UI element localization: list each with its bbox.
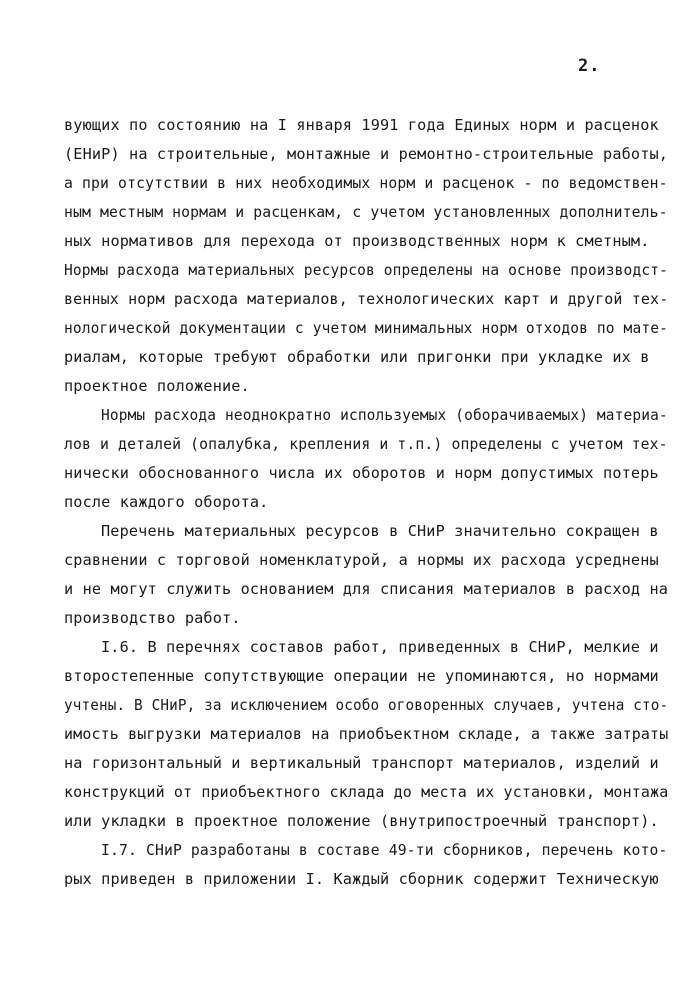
text-line: Перечень материальных ресурсов в СНиР значительно сокращен в: [101, 522, 659, 540]
text-line: вующих по состоянию на I января 1991 года Единых норм и расценок: [64, 116, 659, 134]
text-line: лов и деталей (опалубка, крепления и т.п.) определены с учетом тех-: [64, 435, 668, 453]
text-line: Нормы расхода неоднократно используемых (оборачиваемых) материа-: [101, 406, 668, 424]
text-line: или укладки в проектное положение (внутрипостроечный транспорт).: [64, 812, 659, 830]
text-line: Нормы расхода материальных ресурсов определены на основе производст-: [64, 261, 668, 279]
text-line: нологической документации с учетом минимальных норм отходов по мате-: [64, 319, 668, 337]
text-line: I.6. В перечнях составов работ, приведенных в СНиР, мелкие и: [101, 638, 659, 656]
text-line: I.7. СНиР разработаны в составе 49-ти сборников, перечень кото-: [101, 841, 668, 859]
text-line: конструкций от приобъектного склада до места их установки, монтажа: [64, 783, 669, 801]
text-line: второстепенные сопутствующие операции не упоминаются, но нормами: [64, 667, 659, 685]
text-line: после каждого оборота.: [64, 493, 269, 511]
text-line: на горизонтальный и вертикальный транспорт материалов, изделий и: [64, 754, 659, 772]
text-line: производство работ.: [64, 609, 241, 627]
text-line: а при отсутствии в них необходимых норм и расценок - по ведомствен-: [64, 174, 668, 192]
text-line: и не могут служить основанием для списания материалов в расход на: [64, 580, 669, 598]
text-line: ных нормативов для перехода от производственных норм к сметным.: [64, 232, 650, 250]
text-line: рых приведен в приложении I. Каждый сборник содержит Техническую: [64, 870, 659, 888]
text-line: сравнении с торговой номенклатурой, а нормы их расхода усреднены: [64, 551, 659, 569]
text-line: (ЕНиР) на строительные, монтажные и ремонтно-строительные работы,: [64, 145, 669, 163]
text-line: риалам, которые требуют обработки или пригонки при укладке их в: [64, 348, 650, 366]
text-line: венных норм расхода материалов, технологических карт и другой тех-: [64, 290, 669, 308]
page-number: 2.: [578, 56, 601, 76]
text-line: проектное положение.: [64, 377, 250, 395]
text-line: ным местным нормам и расценкам, с учетом установленных дополнитель-: [64, 203, 668, 221]
text-line: имость выгрузки материалов на приобъектном складе, а также затраты: [64, 725, 669, 743]
text-line: учтены. В СНиР, за исключением особо оговоренных случаев, учтена сто-: [64, 696, 669, 714]
text-line: нически обоснованного числа их оборотов и норм допустимых потерь: [64, 464, 659, 482]
